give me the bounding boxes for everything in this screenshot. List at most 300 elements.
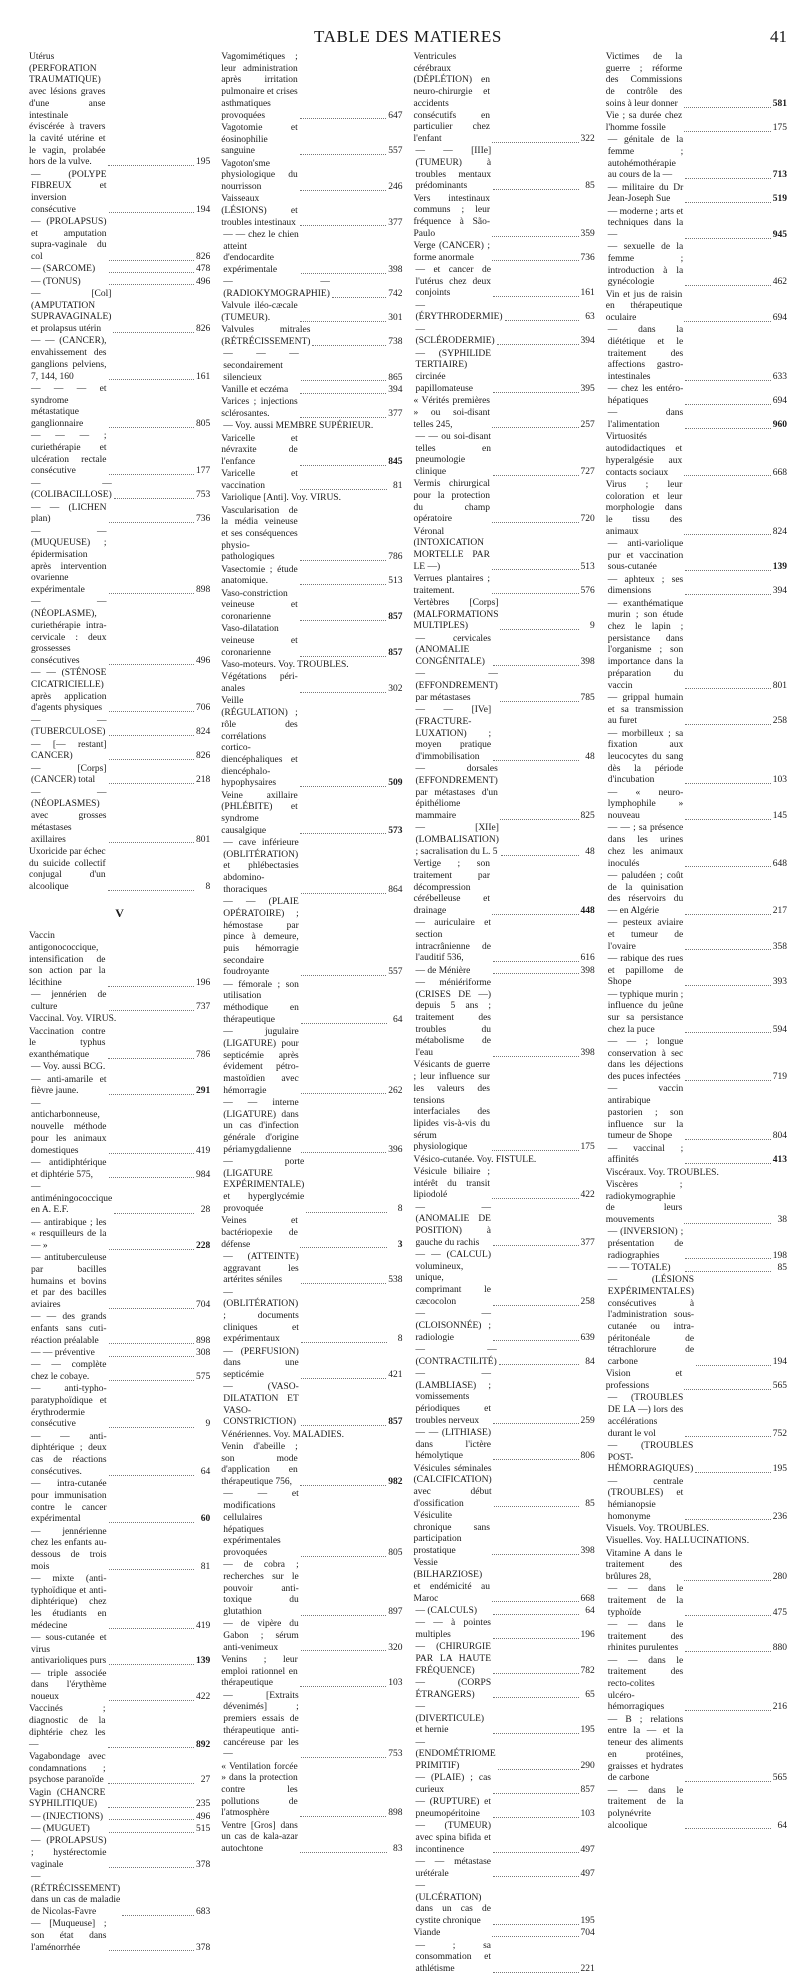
dot-leader xyxy=(109,1522,195,1523)
entry-text: Viande xyxy=(413,1928,441,1939)
entry-text: — typhique murin ; influence du jeûne sur sa persistance chez la puce xyxy=(607,989,684,1035)
entry-text: — — (CLOISONNÉE) ; radiologie xyxy=(415,1309,491,1343)
entry-page-number: 145 xyxy=(772,811,787,822)
entry-text: — [Col] (AMPUTATION SUPRAVAGINALE) et prolapsus utérin xyxy=(31,289,112,335)
index-entry xyxy=(221,1288,402,1347)
index-entry xyxy=(29,1479,210,1526)
entry-page-number: 857 xyxy=(388,1417,403,1428)
entry-text: — ; sa consommation et athlétisme xyxy=(415,1940,491,1975)
dot-leader xyxy=(300,1686,387,1687)
dot-leader xyxy=(109,272,195,273)
dot-leader xyxy=(492,914,579,915)
entry-text: Vésicules séminales (CALCIFICATION) avec début d'ossification xyxy=(413,1463,492,1509)
index-entry xyxy=(414,598,595,633)
entry-text: Verrues plantaires ; traitement. xyxy=(413,574,490,596)
entry-text: — (CHIRURGIE PAR LA HAUTE FRÉQUENCE) xyxy=(415,1642,491,1676)
index-entry xyxy=(29,1384,210,1431)
index-column-3 xyxy=(413,52,595,1975)
index-entry xyxy=(606,1227,787,1262)
dot-leader xyxy=(684,1223,771,1224)
dot-leader xyxy=(301,975,387,976)
entry-text: — — (PLAIE OPÉRATOIRE) ; hémostase par pince à demeure, puis hémorragie secondaire foudroyante xyxy=(223,897,299,978)
entry-page-number: 60 xyxy=(200,1514,211,1525)
entry-page-number: 419 xyxy=(196,1145,211,1156)
entry-text: — — [IVe] (FRACTURE-LUXATION) ; moyen pratique d'immobilisation xyxy=(415,705,492,762)
index-entry xyxy=(221,123,402,158)
index-entry xyxy=(221,230,402,277)
entry-page-number: 616 xyxy=(580,953,595,964)
entry-page-number: 496 xyxy=(196,276,211,287)
entry-page-number: 594 xyxy=(772,1024,787,1035)
index-entry xyxy=(29,1788,210,1811)
dot-leader xyxy=(300,154,387,155)
entry-page-number: 218 xyxy=(196,775,211,786)
index-entry xyxy=(414,978,595,1060)
dot-leader xyxy=(685,178,771,179)
entry-text: — sous-cutanée et virus antivarioliques purs xyxy=(31,1633,107,1667)
entry-page-number: 753 xyxy=(196,490,211,501)
index-entry xyxy=(606,432,787,479)
entry-page-number: 63 xyxy=(585,312,595,323)
dot-leader xyxy=(493,1852,579,1853)
index-entry xyxy=(29,1836,210,1871)
dot-leader xyxy=(685,1781,771,1782)
index-entry xyxy=(414,1428,595,1463)
entry-page-number: 3 xyxy=(397,1239,403,1250)
entry-page-number: 258 xyxy=(772,716,787,727)
index-entry xyxy=(606,1715,787,1785)
dot-leader xyxy=(300,656,387,657)
entry-page-number: 786 xyxy=(196,1050,211,1061)
dot-leader xyxy=(109,1664,195,1665)
index-entry xyxy=(29,1812,210,1824)
entry-page-number: 785 xyxy=(580,692,595,703)
index-entry xyxy=(221,349,402,384)
dot-leader xyxy=(685,380,771,381)
entry-text: — — (CANCER), envahissement des ganglions pelviens, 7, 144, 160 xyxy=(31,336,107,382)
entry-text: Varicelle et névraxite de l'enfance xyxy=(221,433,298,468)
entry-page-number: 280 xyxy=(772,1571,787,1582)
dot-leader xyxy=(493,1876,579,1877)
dot-leader xyxy=(492,142,579,143)
entry-page-number: 694 xyxy=(772,396,787,407)
entry-page-number: 308 xyxy=(196,1348,211,1359)
entry-page-number: 28 xyxy=(200,1205,211,1216)
entry-page-number: 195 xyxy=(196,157,211,168)
entry-text: Vertèbres [Corps] (MALFORMATIONS MULTIPLES) xyxy=(413,598,499,632)
dot-leader xyxy=(685,688,771,689)
index-entry xyxy=(29,740,210,763)
entry-text: — (TUMEUR) avec spina bifida et incontinence xyxy=(415,1821,491,1855)
dot-leader xyxy=(492,260,579,261)
dot-leader xyxy=(505,320,579,321)
index-columns xyxy=(29,52,787,1975)
entry-page-number: 291 xyxy=(196,1086,211,1097)
entry-page-number: 801 xyxy=(196,834,211,845)
index-entry xyxy=(414,669,595,704)
dot-leader xyxy=(109,735,195,736)
entry-text: — Voy. aussi MEMBRE SUPÉRIEUR. xyxy=(223,421,374,432)
entry-text: — militaire du Dr Jean-Joseph Sue xyxy=(607,182,684,205)
entry-page-number: 301 xyxy=(388,313,403,324)
dot-leader xyxy=(685,285,771,286)
dot-leader xyxy=(109,1832,195,1833)
dot-leader xyxy=(301,1757,387,1758)
entry-page-number: 236 xyxy=(772,1511,787,1522)
entry-text: — (PROLAPSUS) et amputation supra-vaginale du col xyxy=(31,217,107,263)
index-entry xyxy=(29,1348,210,1360)
dot-leader xyxy=(685,949,771,950)
entry-page-number: 825 xyxy=(580,811,595,822)
dot-leader xyxy=(300,1816,387,1817)
index-entry xyxy=(221,301,402,324)
entry-page-number: 198 xyxy=(772,1250,787,1261)
entry-page-number: 509 xyxy=(388,778,403,789)
entry-page-number: 897 xyxy=(388,1607,403,1618)
entry-text: — — métastase urétérale xyxy=(415,1857,491,1879)
entry-text: Virtuosités autodidactiques et hyperalgésie aux contacts sociaux xyxy=(605,432,683,478)
index-entry xyxy=(414,859,595,918)
dot-leader xyxy=(109,1343,195,1344)
entry-text: Vaisseaux (LÉSIONS) et troubles intestinaux xyxy=(221,194,298,228)
dot-leader xyxy=(109,783,195,784)
entry-page-number: 177 xyxy=(196,466,211,477)
entry-text: — mixte (anti-typhoïdique et anti-diphtérique) chez les étudiants en médecine xyxy=(31,1573,107,1631)
dot-leader xyxy=(493,1459,579,1460)
entry-page-number: 320 xyxy=(388,1642,403,1653)
dot-leader xyxy=(685,1436,771,1437)
dot-leader xyxy=(685,819,771,820)
entry-page-number: 497 xyxy=(580,1844,595,1855)
index-entry xyxy=(221,421,402,433)
entry-page-number: 736 xyxy=(580,252,595,263)
index-entry xyxy=(29,990,210,1013)
index-entry xyxy=(221,1762,402,1821)
entry-text: Vaso-moteurs. Voy. TROUBLES. xyxy=(221,660,349,671)
entry-text: — — [IIIe] (TUMEUR) à troubles mentaux prédominants xyxy=(415,146,492,192)
entry-page-number: 85 xyxy=(585,181,595,192)
dot-leader xyxy=(108,1807,195,1808)
index-entry xyxy=(221,1655,402,1690)
entry-text: — — chez le chien atteint d'endocardite expérimentale xyxy=(223,229,299,276)
entry-text: Vagomimétiques ; leur administration après irritation pulmonaire et crises asthmatiques provoquées xyxy=(221,52,298,121)
index-entry xyxy=(414,1345,595,1368)
entry-page-number: 378 xyxy=(196,1942,211,1953)
index-entry xyxy=(606,954,787,989)
entry-text: — — (LICHEN plan) xyxy=(31,502,107,525)
entry-text: — cervicales (ANOMALIE CONGÉNITALE) xyxy=(415,633,491,668)
entry-page-number: 475 xyxy=(772,1607,787,1618)
entry-text: Varicelle et vaccination xyxy=(221,469,298,492)
index-entry xyxy=(606,135,787,182)
entry-text: — antiméningococcique en A. E.F. xyxy=(31,1181,113,1216)
entry-text: — dans la diététique et le traitement des affections gastro-intestinales xyxy=(607,325,684,383)
entry-page-number: 64 xyxy=(585,1605,595,1616)
index-entry xyxy=(29,277,210,289)
index-entry xyxy=(221,493,402,505)
dot-leader xyxy=(109,212,195,213)
entry-text: Ventre [Gros] dans un cas de kala-azar autochtone xyxy=(221,1820,298,1855)
dot-leader xyxy=(684,534,771,535)
index-entry xyxy=(29,289,210,336)
dot-leader xyxy=(493,760,579,761)
entry-page-number: 194 xyxy=(772,1357,787,1368)
entry-page-number: 421 xyxy=(388,1370,403,1381)
entry-text: Veines et bactériopexie de défense xyxy=(221,1216,298,1250)
entry-text: — jugulaire (LIGATURE) pour septicémie après évidement pétro-mastoïdien avec hémorragie xyxy=(223,1027,299,1096)
running-title: TABLE DES MATIERES xyxy=(314,27,502,46)
entry-text: Venin d'abeille ; son mode d'application en thérapeutique 756, xyxy=(221,1442,298,1488)
index-entry xyxy=(221,660,402,672)
index-entry xyxy=(29,264,210,276)
entry-text: — de cobra ; recherches sur le pouvoir anti-toxique du glutathion xyxy=(223,1560,299,1618)
entry-page-number: 945 xyxy=(772,229,787,240)
index-entry xyxy=(29,1527,210,1574)
entry-text: — (PROLAPSUS) ; hystérectomie vaginale xyxy=(31,1836,107,1870)
index-entry xyxy=(29,1872,210,1919)
dot-leader xyxy=(493,1817,579,1818)
index-entry xyxy=(29,1360,210,1383)
entry-page-number: 194 xyxy=(196,204,211,215)
index-entry xyxy=(29,931,210,990)
index-entry xyxy=(221,385,402,397)
entry-page-number: 786 xyxy=(388,552,403,563)
entry-page-number: 826 xyxy=(196,324,211,335)
entry-page-number: 196 xyxy=(196,978,211,989)
entry-page-number: 359 xyxy=(580,228,595,239)
entry-page-number: 394 xyxy=(388,385,403,396)
index-entry xyxy=(414,349,595,396)
index-entry xyxy=(221,397,402,420)
index-entry xyxy=(606,823,787,870)
entry-text: — rabique des rues et papillome de Shope xyxy=(607,953,684,988)
dot-leader xyxy=(684,131,771,132)
entry-text: — anti-variolique pur et vaccination sous-cutanée xyxy=(607,538,684,573)
entry-text: — sexuelle de la femme ; introduction à la gynécologie xyxy=(607,242,684,288)
entry-text: — — (EFFONDREMENT) par métastases xyxy=(415,669,498,703)
entry-text: — aphteux ; ses dimensions xyxy=(607,574,684,597)
index-entry xyxy=(414,1511,595,1558)
index-entry xyxy=(221,159,402,194)
dot-leader xyxy=(685,783,771,784)
entry-text: Vénériennes. Voy. MALADIES. xyxy=(221,1429,345,1440)
entry-page-number: 683 xyxy=(196,1907,211,1917)
entry-text: — morbilleux ; sa fixation aux leucocytes du sang dès la période d'incubation xyxy=(607,728,684,786)
dot-leader xyxy=(685,866,771,867)
entry-text: — (OBLITÉRATION) ; documents cliniques et expérimentaux xyxy=(223,1287,299,1345)
entry-text: — [Muqueuse] ; son état dans l'aménorrhée xyxy=(31,1919,107,1953)
dot-leader xyxy=(300,489,387,490)
entry-text: — antidiphtérique et diphtérie 575, xyxy=(31,1157,107,1180)
dot-leader xyxy=(492,1150,579,1151)
dot-leader xyxy=(685,1651,771,1652)
entry-text: « Ventilation forcée » dans la protection contre les pollutions de l'atmosphère xyxy=(221,1761,298,1819)
index-entry xyxy=(414,1155,595,1167)
index-entry xyxy=(221,1382,402,1429)
entry-page-number: 720 xyxy=(580,514,595,525)
dot-leader xyxy=(685,594,771,595)
entry-text: — (DIVERTICULE) et hernie xyxy=(415,1701,485,1736)
entry-text: — — dans le traitement de la typhoïde xyxy=(607,1584,684,1618)
index-column-1 xyxy=(29,52,211,1953)
entry-page-number: 857 xyxy=(580,1785,595,1795)
entry-text: — (INVERSION) ; présentation de radiographies xyxy=(607,1227,684,1261)
entry-page-number: 83 xyxy=(393,1844,403,1855)
entry-page-number: 462 xyxy=(772,277,787,288)
index-entry xyxy=(221,624,402,659)
index-entry xyxy=(221,1347,402,1382)
index-entry xyxy=(221,1560,402,1619)
index-entry xyxy=(606,1656,787,1715)
index-entry xyxy=(414,1821,595,1856)
index-entry xyxy=(414,574,595,597)
index-entry xyxy=(606,599,787,693)
entry-text: — (RUPTURE) et pneumopéritoine xyxy=(415,1797,491,1819)
entry-text: — méniériforme (CRISES DE —) depuis 5 ans ; traitement des troubles du métabolisme de l'eau xyxy=(415,977,491,1059)
index-entry xyxy=(29,1432,210,1479)
dot-leader xyxy=(301,1615,387,1616)
entry-page-number: 81 xyxy=(393,481,403,492)
index-entry xyxy=(221,1098,402,1157)
entry-page-number: 513 xyxy=(388,576,403,587)
index-entry xyxy=(414,1702,595,1737)
index-entry xyxy=(606,1549,787,1584)
index-entry xyxy=(414,479,595,526)
dot-leader xyxy=(301,1093,387,1094)
index-entry xyxy=(221,565,402,588)
entry-text: — — ; longue conservation à sec dans les déjections des puces infectées xyxy=(607,1037,684,1083)
entry-page-number: 668 xyxy=(772,467,787,478)
dot-leader xyxy=(685,985,771,986)
entry-page-number: 358 xyxy=(772,941,787,952)
entry-page-number: 395 xyxy=(580,383,595,394)
index-entry xyxy=(221,838,402,897)
entry-text: — centrale (TROUBLES) et hémianopsie homonyme xyxy=(607,1476,684,1522)
index-entry xyxy=(221,1442,402,1489)
entry-text: — — (RADIOKYMOGRAPHIE) xyxy=(223,277,330,300)
entry-page-number: 826 xyxy=(196,252,211,263)
entry-page-number: 752 xyxy=(772,1428,787,1439)
index-entry xyxy=(414,325,595,348)
index-entry xyxy=(29,716,210,739)
entry-text: — — — ; curiethérapie et ulcération rectale consécutive xyxy=(31,431,107,477)
index-entry xyxy=(29,597,210,667)
index-entry xyxy=(221,589,402,624)
dot-leader xyxy=(300,786,387,787)
entry-page-number: 398 xyxy=(580,1048,595,1059)
entry-text: — — (STÉNOSE CICATRICIELLE) après application d'agents physiques xyxy=(31,668,107,714)
entry-page-number: 64 xyxy=(393,1014,403,1025)
entry-page-number: 221 xyxy=(580,1964,595,1975)
dot-leader xyxy=(500,629,578,630)
entry-text: Utérus (PERFORATION TRAUMATIQUE) avec lésions graves d'une anse intestinale éviscérée à travers la cavité utérine et le vagin, prolabée hors de la vulve. xyxy=(29,52,106,168)
entry-text: « Vérités premières » ou soi-disant telles 245, xyxy=(413,396,490,430)
entry-text: — (TROUBLES POST-HÉMORRAGIQUES) xyxy=(607,1440,694,1475)
index-entry xyxy=(606,1536,787,1548)
dot-leader xyxy=(493,1733,579,1734)
dot-leader xyxy=(493,1423,579,1424)
entry-text: — cave inférieure (OBLITÉRATION) et phlébectasies abdomino-thoraciques xyxy=(223,838,299,895)
entry-text: Vaso-dilatation veineuse et coronarienne xyxy=(221,624,298,658)
dot-leader xyxy=(685,1080,771,1081)
entry-text: Vaccinal. Voy. VIRUS. xyxy=(29,1014,117,1025)
dot-leader xyxy=(493,296,579,297)
entry-page-number: 738 xyxy=(388,337,403,348)
index-entry xyxy=(29,847,210,894)
entry-text: — — (LAMBLIASE) ; vomissements périodiques et troubles nerveux xyxy=(415,1368,491,1426)
dot-leader xyxy=(685,1139,771,1140)
entry-text: — — dans le traitement des recto-colites ulcéro-hémorragiques xyxy=(607,1655,684,1713)
entry-page-number: 865 xyxy=(388,372,403,383)
dot-leader xyxy=(684,475,771,476)
index-entry xyxy=(414,966,595,978)
index-entry xyxy=(29,1633,210,1668)
entry-page-number: 85 xyxy=(777,1262,787,1273)
index-entry xyxy=(29,1704,210,1751)
dot-leader xyxy=(109,1249,195,1250)
entry-text: — dans l'alimentation xyxy=(607,408,684,431)
entry-text: — [Corps] (CANCER) total xyxy=(31,763,107,786)
entry-page-number: 557 xyxy=(388,967,403,978)
dot-leader xyxy=(109,1628,195,1629)
entry-text: — grippal humain et sa transmission au furet xyxy=(607,692,684,727)
entry-text: — (INJECTIONS) xyxy=(31,1811,104,1822)
index-entry xyxy=(221,791,402,838)
dot-leader xyxy=(497,344,579,345)
entry-page-number: 64 xyxy=(200,1466,211,1477)
entry-page-number: 84 xyxy=(585,1356,595,1367)
dot-leader xyxy=(300,584,387,585)
entry-page-number: 48 xyxy=(585,846,595,857)
index-entry xyxy=(414,1928,595,1940)
dot-leader xyxy=(493,1245,579,1246)
dot-leader xyxy=(300,560,387,561)
entry-text: — — et modifications cellulaires hépatiques expérimentales provoquées xyxy=(223,1489,299,1558)
index-entry xyxy=(221,1216,402,1251)
entry-page-number: 195 xyxy=(772,1464,787,1475)
entry-text: Venins ; leur emploi rationnel en thérapeutique xyxy=(221,1655,298,1689)
index-entry xyxy=(606,290,787,325)
entry-page-number: 103 xyxy=(772,775,787,786)
dot-leader xyxy=(109,1177,195,1178)
entry-page-number: 394 xyxy=(580,336,595,347)
entry-page-number: 719 xyxy=(772,1072,787,1083)
index-entry xyxy=(29,431,210,478)
index-entry xyxy=(414,301,595,324)
dot-leader xyxy=(493,1638,579,1639)
index-entry xyxy=(29,384,210,431)
index-entry xyxy=(414,634,595,669)
dot-leader xyxy=(498,1769,579,1770)
index-entry xyxy=(606,1263,787,1275)
entry-text: — (SARCOME) xyxy=(31,264,96,275)
entry-page-number: 753 xyxy=(388,1749,403,1760)
entry-text: — — complète chez le cobaye. xyxy=(31,1360,107,1383)
index-entry xyxy=(606,575,787,598)
entry-text: — — interne (LIGATURE) dans un cas d'infection générale d'origine périamygdalienne xyxy=(223,1097,299,1155)
index-entry xyxy=(29,668,210,715)
dot-leader xyxy=(300,321,387,322)
entry-text: — moderne ; arts et techniques dans la — xyxy=(607,206,684,240)
index-entry xyxy=(221,434,402,469)
dot-leader xyxy=(300,465,387,466)
entry-page-number: 393 xyxy=(772,977,787,988)
entry-text: — (VASO-DILATATION ET VASO-CONSTRICTION) xyxy=(223,1382,299,1428)
entry-page-number: 161 xyxy=(196,371,211,382)
index-entry xyxy=(414,1369,595,1428)
dot-leader xyxy=(300,620,387,621)
index-entry xyxy=(414,1309,595,1344)
